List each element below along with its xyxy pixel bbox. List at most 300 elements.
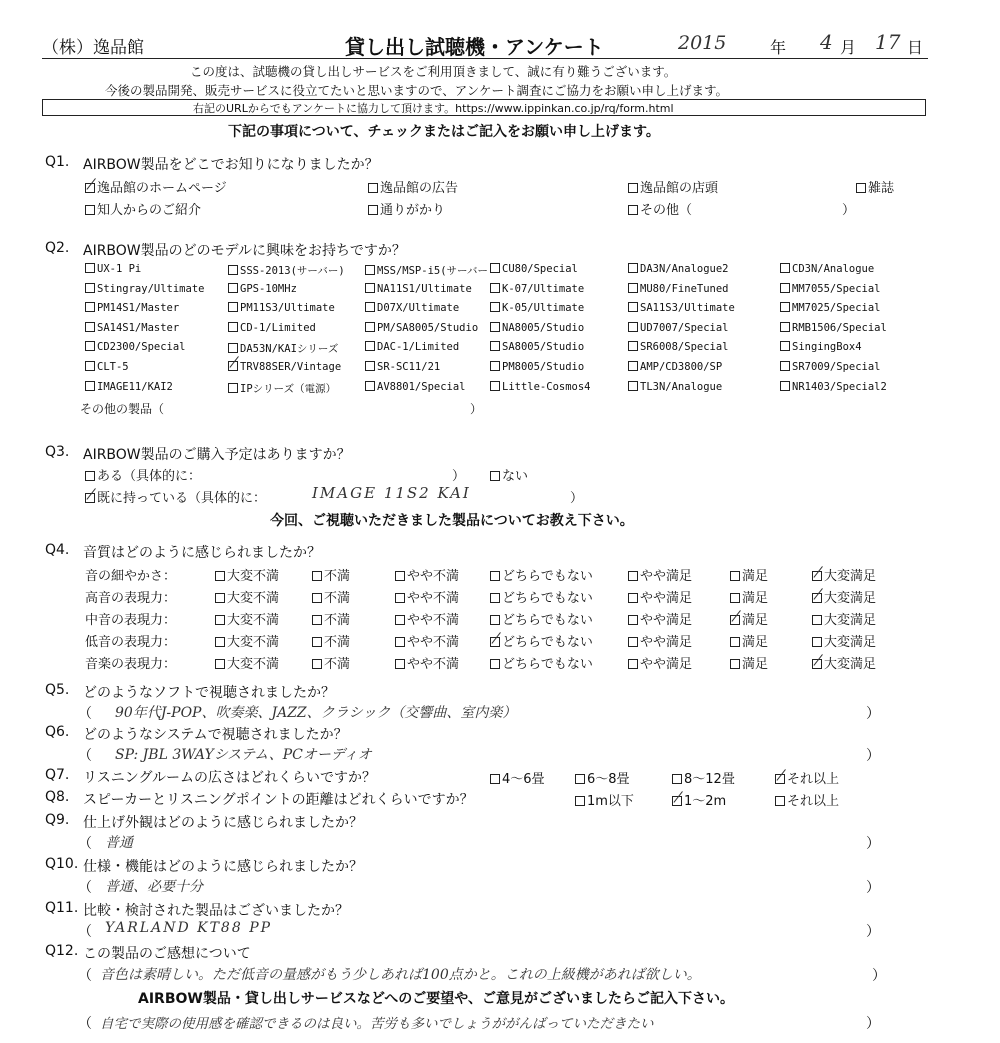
checkbox[interactable] (780, 341, 790, 351)
q2-model-option[interactable] (780, 263, 874, 275)
checkbox[interactable] (812, 637, 822, 647)
q4-rating-option[interactable] (490, 609, 593, 628)
q2-model-option[interactable] (628, 341, 729, 353)
option-label: CD-1/Limited (240, 321, 316, 334)
q4-rating-option[interactable] (215, 609, 279, 628)
q2-model-option[interactable] (228, 341, 338, 356)
q1-option-store[interactable] (628, 177, 718, 196)
checkbox[interactable] (775, 796, 785, 806)
q2-model-option[interactable] (490, 302, 584, 314)
q4-rating-option[interactable] (215, 565, 279, 584)
q7-option-4-6[interactable] (490, 768, 545, 787)
feedback-close: ） (866, 1016, 880, 1032)
option-label: それ以上 (787, 794, 840, 809)
checkbox[interactable] (228, 283, 238, 293)
url-box (42, 99, 926, 116)
option-label: それ以上 (787, 772, 840, 787)
option-label: SR7009/Special (792, 361, 881, 373)
q8-option-1-2m[interactable] (672, 790, 726, 809)
checkbox[interactable] (780, 283, 790, 293)
option-label: どちらでもない (502, 613, 593, 628)
q4-rating-option[interactable] (395, 653, 459, 672)
q2-model-option[interactable] (490, 283, 584, 295)
q12-answer[interactable]: 音色は素晴しい。ただ低音の量感がもう少しあれば100点かと。これの上級機があれば欲しい。 (100, 967, 701, 983)
option-label: AV8801/Special (377, 380, 466, 393)
checkbox-checked[interactable] (228, 361, 238, 371)
q6-close: ） (866, 748, 880, 764)
option-label: どちらでもない (502, 569, 593, 584)
checkbox[interactable] (628, 302, 638, 312)
option-label: MM7025/Special (792, 302, 881, 315)
option-label: CLT-5 (97, 361, 129, 373)
q2-model-option[interactable] (628, 361, 722, 373)
checkbox[interactable] (228, 265, 238, 275)
q7-text: リスニングルームの広さはどれくらいですか？ (83, 770, 377, 786)
q2-model-option[interactable] (85, 302, 179, 314)
checkbox[interactable] (672, 774, 682, 784)
checkbox[interactable] (365, 302, 375, 312)
checkbox[interactable] (490, 263, 500, 273)
option-label: 大変満足 (824, 591, 877, 606)
q2-model-option[interactable] (780, 361, 881, 373)
option-label: 満足 (742, 613, 769, 628)
checkbox[interactable] (85, 302, 95, 312)
option-label: 大変不満 (227, 591, 280, 606)
q4-rating-option[interactable] (730, 631, 768, 650)
q4-rating-option[interactable] (490, 653, 593, 672)
q9-open: （ (78, 836, 92, 852)
checkbox[interactable] (365, 322, 375, 332)
option-label: やや不満 (407, 591, 460, 606)
checkbox[interactable] (780, 263, 790, 273)
q2-model-option[interactable] (85, 322, 179, 334)
q12-number: Q12. (45, 943, 79, 959)
checkbox[interactable] (812, 615, 822, 625)
option-label: GPS-10MHz (240, 282, 297, 295)
q2-model-option[interactable] (228, 322, 316, 334)
q3-number: Q3. (45, 444, 70, 460)
option-label: 満足 (742, 569, 769, 584)
option-label: NA8005/Studio (502, 321, 585, 334)
checkbox[interactable] (628, 205, 638, 215)
q5-answer[interactable]: 90年代J-POP、吹奏楽、JAZZ、クラシック（交響曲、室内楽） (115, 705, 517, 721)
checkbox[interactable] (395, 637, 405, 647)
q3-option-have[interactable] (85, 487, 266, 506)
checkbox-checked[interactable] (775, 774, 785, 784)
q4-row-label: 音の細やかさ： (85, 569, 177, 584)
option-label: 不満 (324, 613, 351, 628)
checkbox[interactable] (85, 205, 95, 215)
option-label: SA11S3/Ultimate (640, 302, 735, 315)
q1-option-other[interactable] (628, 199, 692, 218)
q1-option-homepage[interactable] (85, 177, 227, 196)
q1-number: Q1. (45, 154, 70, 170)
option-label: 1～2m (684, 794, 727, 809)
q1-option-magazine[interactable] (856, 177, 894, 196)
option-label: やや満足 (640, 591, 693, 606)
q2-model-option[interactable] (628, 381, 722, 393)
option-label: NR1403/Special2 (792, 380, 887, 393)
checkbox[interactable] (780, 361, 790, 371)
q4-rating-option[interactable] (395, 565, 459, 584)
q2-model-option[interactable] (85, 283, 204, 295)
option-label: RMB1506/Special (792, 321, 887, 334)
q4-rating-option[interactable] (312, 587, 350, 606)
checkbox[interactable] (395, 593, 405, 603)
option-label: SR6008/Special (640, 341, 729, 354)
checkbox[interactable] (228, 383, 238, 393)
option-label: IMAGE11/KAI2 (97, 380, 173, 393)
q4-rating-option[interactable] (215, 631, 279, 650)
checkbox[interactable] (628, 322, 638, 332)
checkbox[interactable] (490, 593, 500, 603)
other-products-label: その他の製品（ (80, 402, 165, 416)
checkbox-checked[interactable] (812, 593, 822, 603)
option-label: 大変満足 (824, 635, 877, 650)
q6-open: （ (78, 748, 92, 764)
checkbox[interactable] (628, 593, 638, 603)
q2-model-option[interactable] (365, 263, 488, 278)
q4-rating-option[interactable] (628, 565, 692, 584)
q5-text: どのようなソフトで視聴されましたか？ (83, 685, 335, 701)
q4-rating-option[interactable] (490, 631, 593, 650)
checkbox-checked[interactable] (730, 615, 740, 625)
option-label: やや不満 (407, 569, 460, 584)
option-label: やや不満 (407, 613, 460, 628)
q11-number: Q11. (45, 900, 79, 916)
checkbox[interactable] (368, 183, 378, 193)
q10-close: ） (866, 880, 880, 896)
option-label: やや不満 (407, 635, 460, 650)
q7-option-more[interactable] (775, 768, 839, 787)
date-year: 2015 (678, 32, 727, 54)
option-label: 満足 (742, 635, 769, 650)
checkbox[interactable] (85, 341, 95, 351)
checkbox[interactable] (312, 659, 322, 669)
q2-model-option[interactable] (628, 302, 735, 314)
checkbox[interactable] (730, 593, 740, 603)
option-label: PM/SA8005/Studio (377, 321, 479, 334)
checkbox[interactable] (628, 263, 638, 273)
q4-rating-option[interactable] (730, 587, 768, 606)
q2-model-option[interactable] (228, 381, 336, 396)
q1-option-passing[interactable] (368, 199, 445, 218)
checkbox[interactable] (490, 471, 500, 481)
checkbox[interactable] (85, 381, 95, 391)
q2-model-option[interactable] (490, 361, 584, 373)
checkbox[interactable] (395, 615, 405, 625)
q4-rating-option[interactable] (812, 565, 876, 584)
q2-model-option[interactable] (228, 283, 297, 295)
option-label: K-05/Ultimate (502, 302, 585, 315)
checkbox[interactable] (312, 571, 322, 581)
q9-close: ） (866, 836, 880, 852)
checkbox[interactable] (365, 381, 375, 391)
checkbox[interactable] (628, 341, 638, 351)
checkbox[interactable] (490, 774, 500, 784)
q2-model-option[interactable] (365, 322, 478, 334)
q4-rating-option[interactable] (312, 653, 350, 672)
checkbox-checked[interactable] (812, 571, 822, 581)
checkbox[interactable] (628, 637, 638, 647)
q2-model-option[interactable] (85, 361, 129, 373)
option-label: 雑誌 (868, 181, 895, 196)
checkbox[interactable] (85, 361, 95, 371)
q8-number: Q8. (45, 789, 70, 805)
feedback-open: （ (78, 1016, 92, 1032)
q10-answer[interactable]: 普通、必要十分 (105, 879, 203, 895)
checkbox[interactable] (365, 341, 375, 351)
checkbox[interactable] (312, 593, 322, 603)
q2-model-option[interactable] (365, 361, 440, 373)
q12-open: （ (78, 968, 92, 984)
q9-answer[interactable]: 普通 (105, 835, 133, 851)
q11-text: 比較・検討された製品はございましたか？ (83, 903, 349, 919)
q1-option-ad[interactable] (368, 177, 458, 196)
option-label: 不満 (324, 569, 351, 584)
q3-yes-close: ） (452, 469, 466, 484)
option-label: 大変満足 (824, 569, 877, 584)
q8-text: スピーカーとリスニングポイントの距離はどれくらいですか？ (83, 792, 474, 808)
q4-text: 音質はどのように感じられましたか？ (83, 545, 321, 561)
q4-rating-option[interactable] (215, 587, 279, 606)
option-label: UX-1 Pi (97, 263, 142, 275)
checkbox[interactable] (628, 659, 638, 669)
checkbox[interactable] (490, 302, 500, 312)
checkbox[interactable] (365, 265, 375, 275)
option-label: PM8005/Studio (502, 361, 585, 373)
q7-option-8-12[interactable] (672, 768, 735, 787)
q6-number: Q6. (45, 724, 70, 740)
option-label: Stingray/Ultimate (97, 282, 205, 295)
q8-option-more[interactable] (775, 790, 839, 809)
option-label: 大変満足 (824, 657, 877, 672)
checkbox[interactable] (85, 322, 95, 332)
option-label: TL3N/Analogue (640, 380, 723, 393)
option-label: 満足 (742, 591, 769, 606)
q9-number: Q9. (45, 812, 70, 828)
q2-model-option[interactable] (628, 322, 729, 334)
checkbox[interactable] (856, 183, 866, 193)
q2-other-products[interactable] (80, 400, 164, 417)
checkbox[interactable] (490, 571, 500, 581)
q2-model-option[interactable] (628, 283, 729, 295)
q4-number: Q4. (45, 542, 70, 558)
checkbox[interactable] (490, 361, 500, 371)
checkbox[interactable] (490, 659, 500, 669)
q2-model-option[interactable] (228, 361, 341, 373)
q2-model-option[interactable] (85, 341, 186, 353)
option-label: 1m以下 (587, 794, 634, 809)
option-label: やや満足 (640, 635, 693, 650)
q3-option-no[interactable] (490, 465, 528, 484)
checkbox[interactable] (628, 615, 638, 625)
option-label: PM14S1/Master (97, 302, 180, 315)
q4-rating-option[interactable] (215, 653, 279, 672)
option-label: 不満 (324, 657, 351, 672)
checkbox[interactable] (575, 796, 585, 806)
checkbox[interactable] (85, 283, 95, 293)
q4-rating-option[interactable] (730, 653, 768, 672)
feedback-answer[interactable]: 自宅で実際の使用感を確認できるのは良い。苦労も多いでしょうががんばっていただきたい (100, 1016, 654, 1032)
option-label: NA11S1/Ultimate (377, 282, 472, 295)
date-month: 4 (820, 30, 833, 54)
q1-other-close: ） (842, 203, 856, 218)
q3-option-yes[interactable] (85, 465, 201, 484)
q2-model-option[interactable] (365, 283, 472, 295)
intro-line-1: この度は、試聴機の貸し出しサービスをご利用頂きまして、誠に有り難うございます。 (190, 64, 677, 79)
option-label: どちらでもない (502, 591, 593, 606)
q4-rating-option[interactable] (628, 631, 692, 650)
checkbox[interactable] (730, 659, 740, 669)
option-label: DAC-1/Limited (377, 341, 460, 354)
checkbox[interactable] (490, 615, 500, 625)
q4-rating-option[interactable] (312, 565, 350, 584)
option-label: 大変不満 (227, 569, 280, 584)
q2-model-option[interactable] (780, 302, 881, 314)
checkbox-checked[interactable] (672, 796, 682, 806)
q4-rating-option[interactable] (395, 609, 459, 628)
q2-model-option[interactable] (490, 341, 584, 353)
checkbox[interactable] (628, 183, 638, 193)
q4-rating-option[interactable] (812, 631, 876, 650)
option-label: 不満 (324, 591, 351, 606)
q3-text: AIRBOW製品のご購入予定はありますか？ (83, 447, 351, 463)
checkbox[interactable] (490, 283, 500, 293)
q4-rating-option[interactable] (730, 565, 768, 584)
q2-model-option[interactable] (628, 263, 729, 275)
checkbox[interactable] (628, 283, 638, 293)
q4-rating-option[interactable] (730, 609, 768, 628)
q4-rating-option[interactable] (395, 631, 459, 650)
q2-model-option[interactable] (780, 381, 887, 393)
checkbox[interactable] (215, 637, 225, 647)
checkbox[interactable] (730, 571, 740, 581)
checkbox[interactable] (215, 571, 225, 581)
checkbox[interactable] (395, 571, 405, 581)
q2-model-option[interactable] (365, 381, 466, 393)
checkbox[interactable] (228, 322, 238, 332)
q2-model-option[interactable] (228, 302, 335, 314)
checkbox[interactable] (490, 322, 500, 332)
checkbox[interactable] (395, 659, 405, 669)
q4-rating-option[interactable] (490, 587, 593, 606)
checkbox[interactable] (215, 615, 225, 625)
q4-rating-option[interactable] (312, 609, 350, 628)
date-day: 17 (875, 30, 901, 54)
checkbox[interactable] (215, 659, 225, 669)
option-label: 通りがかり (380, 203, 446, 218)
option-label: やや満足 (640, 613, 693, 628)
q3-have-answer[interactable]: IMAGE 11S2 KAI (312, 484, 471, 502)
option-label: K-07/Ultimate (502, 282, 585, 295)
checkbox-checked[interactable] (85, 183, 95, 193)
checkbox[interactable] (490, 381, 500, 391)
checkbox[interactable] (368, 205, 378, 215)
q4-rating-option[interactable] (395, 587, 459, 606)
option-label: SingingBox4 (792, 341, 862, 354)
checkbox[interactable] (215, 593, 225, 603)
q4-row-label: 中音の表現力： (85, 613, 177, 628)
q2-model-option[interactable] (490, 381, 591, 393)
checkbox[interactable] (628, 381, 638, 391)
q2-model-option[interactable] (490, 322, 584, 334)
q4-rating-option[interactable] (628, 653, 692, 672)
option-label: SA8005/Studio (502, 341, 585, 354)
q7-number: Q7. (45, 767, 70, 783)
option-label: DA53N/KAIシリーズ (240, 343, 339, 356)
header-rule (42, 58, 928, 59)
option-label: MSS/MSP-i5(サーバー (377, 265, 489, 277)
q5-close: ） (866, 706, 880, 722)
q1-option-referral[interactable] (85, 199, 201, 218)
q2-model-option[interactable] (780, 341, 862, 353)
q4-rating-option[interactable] (628, 609, 692, 628)
company-name: （株）逸品館 (42, 38, 144, 58)
checkbox-checked[interactable] (812, 659, 822, 669)
q4-rating-option[interactable] (812, 653, 876, 672)
checkbox[interactable] (365, 361, 375, 371)
q2-model-option[interactable] (85, 263, 141, 275)
q10-text: 仕様・機能はどのように感じられましたか？ (83, 859, 363, 875)
option-label: 大変満足 (824, 613, 877, 628)
checkbox[interactable] (780, 322, 790, 332)
checkbox[interactable] (365, 283, 375, 293)
checkbox[interactable] (85, 471, 95, 481)
checkbox[interactable] (780, 381, 790, 391)
q2-model-option[interactable] (780, 283, 881, 295)
q2-model-option[interactable] (780, 322, 887, 334)
checkbox-checked[interactable] (85, 493, 95, 503)
checkbox[interactable] (730, 637, 740, 647)
day-label: 日 (907, 38, 924, 57)
checkbox[interactable] (228, 343, 238, 353)
checkbox[interactable] (312, 637, 322, 647)
checkbox[interactable] (312, 615, 322, 625)
q2-model-option[interactable] (490, 263, 578, 275)
q4-rating-option[interactable] (812, 587, 876, 606)
q2-model-option[interactable] (365, 302, 459, 314)
q8-option-under-1m[interactable] (575, 790, 634, 809)
q4-row-label: 高音の表現力： (85, 591, 177, 606)
checkbox[interactable] (490, 341, 500, 351)
q4-rating-option[interactable] (312, 631, 350, 650)
checkbox[interactable] (628, 571, 638, 581)
option-label: ない (502, 469, 529, 484)
year-label: 年 (770, 38, 787, 57)
section-heading: 今回、ご視聴いただきました製品についてお教え下さい。 (270, 513, 634, 529)
checkbox[interactable] (85, 263, 95, 273)
q4-rating-option[interactable] (628, 587, 692, 606)
checkbox[interactable] (628, 361, 638, 371)
q7-option-6-8[interactable] (575, 768, 630, 787)
checkbox-checked[interactable] (490, 637, 500, 647)
q4-rating-option[interactable] (812, 609, 876, 628)
q4-rating-option[interactable] (490, 565, 593, 584)
q11-answer[interactable]: YARLAND KT88 PP (105, 920, 273, 936)
checkbox[interactable] (780, 302, 790, 312)
q2-other-close: ） (470, 402, 483, 416)
q2-model-option[interactable] (228, 263, 345, 278)
q2-model-option[interactable] (365, 341, 459, 353)
q2-text: AIRBOW製品のどのモデルに興味をお持ちですか？ (83, 243, 406, 259)
q6-answer[interactable]: SP: JBL 3WAYシステム、PCオーディオ (115, 747, 372, 763)
checkbox[interactable] (575, 774, 585, 784)
option-label: どちらでもない (502, 657, 593, 672)
checkbox[interactable] (228, 302, 238, 312)
q2-model-option[interactable] (85, 381, 173, 393)
option-label: 8～12畳 (684, 772, 735, 787)
